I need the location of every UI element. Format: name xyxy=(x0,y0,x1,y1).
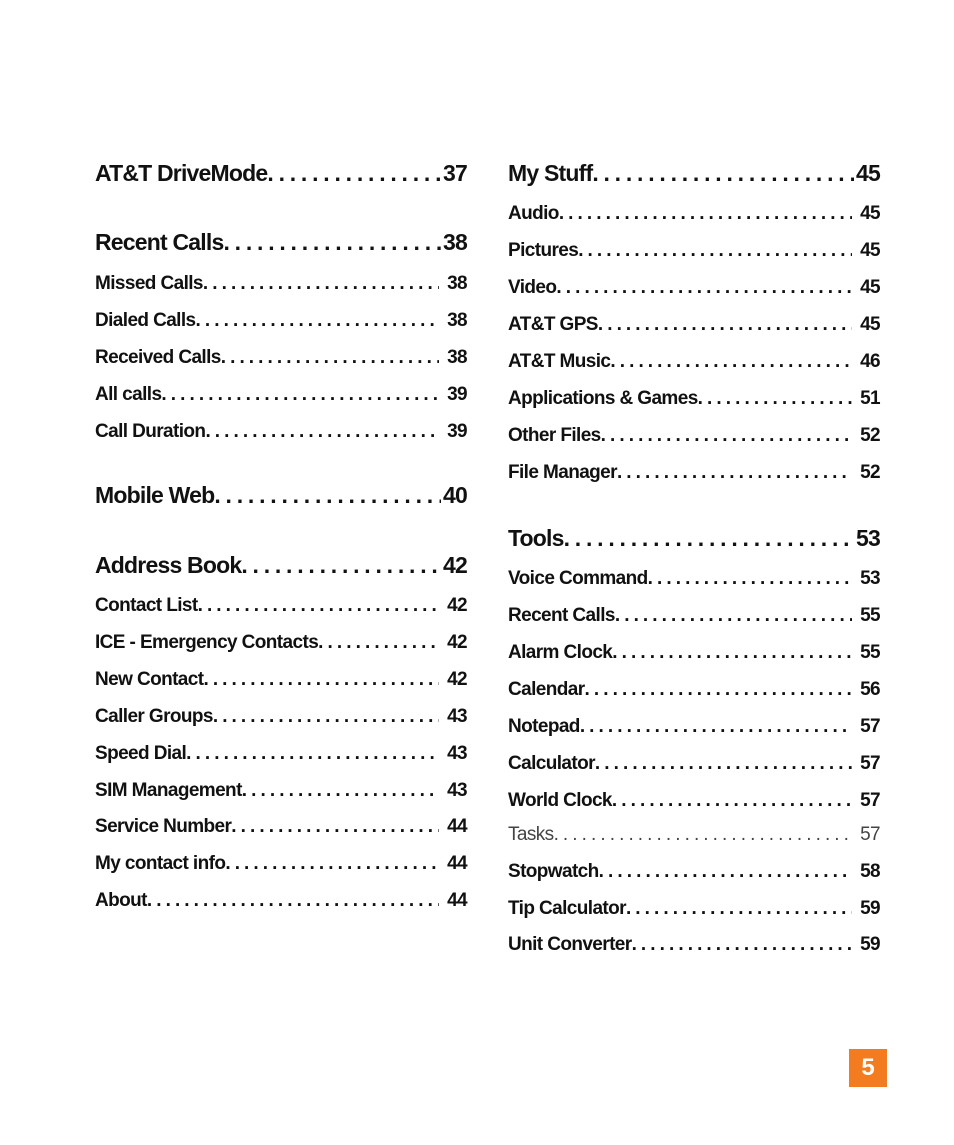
dot-leader xyxy=(556,277,852,299)
page-number-badge: 5 xyxy=(849,1049,887,1087)
toc-page-number: 45 xyxy=(860,203,880,224)
toc-title: Tasks xyxy=(508,824,554,845)
dot-leader xyxy=(626,898,852,920)
toc-page-number: 39 xyxy=(447,421,467,442)
toc-entry-received-calls xyxy=(95,347,467,369)
toc-page-number: 37 xyxy=(443,160,467,186)
dot-leader xyxy=(205,421,439,443)
toc-title: Voice Command xyxy=(508,568,648,589)
toc-title: Call Duration xyxy=(95,421,206,442)
toc-entry-call-duration xyxy=(95,421,467,443)
dot-leader xyxy=(610,351,852,373)
toc-title: Missed Calls xyxy=(95,273,203,294)
toc-title: AT&T GPS xyxy=(508,314,598,335)
dot-leader xyxy=(318,632,439,654)
dot-leader xyxy=(592,160,854,187)
dot-leader xyxy=(213,706,439,728)
dot-leader xyxy=(615,605,852,627)
toc-entry-calendar xyxy=(508,679,880,701)
toc-page-number: 59 xyxy=(860,934,880,955)
dot-leader xyxy=(161,384,439,406)
toc-page-number: 55 xyxy=(860,605,880,626)
toc-page-number: 39 xyxy=(447,384,467,405)
toc-title: Speed Dial xyxy=(95,743,187,764)
toc-entry-all-calls xyxy=(95,384,467,406)
toc-page-number: 42 xyxy=(447,595,467,616)
toc-title: Calculator xyxy=(508,753,595,774)
toc-title: Address Book xyxy=(95,552,242,578)
toc-section-mobile-web xyxy=(95,482,467,509)
toc-section-my-stuff xyxy=(508,160,880,187)
toc-page-number: 40 xyxy=(443,482,467,508)
dot-leader xyxy=(632,934,853,956)
toc-entry-other-files xyxy=(508,425,880,447)
toc-page-number: 45 xyxy=(856,160,880,186)
toc-entry-applications-and-games xyxy=(508,388,880,410)
toc-page-number: 38 xyxy=(447,347,467,368)
dot-leader xyxy=(203,273,439,295)
dot-leader xyxy=(214,482,441,509)
toc-title: Pictures xyxy=(508,240,579,261)
dot-leader xyxy=(225,853,439,875)
dot-leader xyxy=(242,780,439,802)
toc-title: My contact info xyxy=(95,853,226,874)
toc-title: New Contact xyxy=(95,669,204,690)
dot-leader xyxy=(564,525,854,552)
toc-page-number: 57 xyxy=(860,753,880,774)
dot-leader xyxy=(598,314,852,336)
toc-page-number: 52 xyxy=(860,462,880,483)
toc-page-number: 42 xyxy=(447,669,467,690)
toc-title: SIM Management xyxy=(95,780,242,801)
dot-leader xyxy=(578,240,852,262)
toc-page-number: 44 xyxy=(447,816,467,837)
toc-entry-atandt-music xyxy=(508,351,880,373)
toc-page-number: 44 xyxy=(447,853,467,874)
toc-page-number: 44 xyxy=(447,890,467,911)
dot-leader xyxy=(241,552,441,579)
toc-section-recent-calls xyxy=(95,229,467,256)
toc-title: Applications & Games xyxy=(508,388,698,409)
toc-entry-unit-converter xyxy=(508,934,880,956)
toc-entry-caller-groups xyxy=(95,706,467,728)
dot-leader xyxy=(186,743,439,765)
toc-page-number: 57 xyxy=(860,716,880,737)
toc-title: Alarm Clock xyxy=(508,642,613,663)
toc-title: File Manager xyxy=(508,462,617,483)
toc-page-number: 52 xyxy=(860,425,880,446)
toc-entry-about xyxy=(95,890,467,912)
toc-section-address-book xyxy=(95,552,467,579)
toc-title: Dialed Calls xyxy=(95,310,196,331)
toc-entry-my-contact-info xyxy=(95,853,467,875)
toc-title: My Stuff xyxy=(508,160,593,186)
dot-leader xyxy=(221,347,439,369)
toc-page-number: 53 xyxy=(856,525,880,551)
dot-leader xyxy=(648,568,852,590)
toc-entry-notepad xyxy=(508,716,880,738)
toc-title: Recent Calls xyxy=(95,229,224,255)
dot-leader xyxy=(267,160,441,187)
toc-title: Unit Converter xyxy=(508,934,632,955)
dot-leader xyxy=(198,595,439,617)
toc-page-number: 46 xyxy=(860,351,880,372)
toc-entry-sim-management xyxy=(95,780,467,802)
toc-section-tools xyxy=(508,525,880,552)
toc-title: Calendar xyxy=(508,679,585,700)
toc-entry-atandt-gps xyxy=(508,314,880,336)
toc-entry-world-clock xyxy=(508,790,880,812)
toc-title: All calls xyxy=(95,384,162,405)
toc-page-number: 42 xyxy=(443,552,467,578)
toc-title: Audio xyxy=(508,203,559,224)
toc-title: Service Number xyxy=(95,816,232,837)
dot-leader xyxy=(203,669,439,691)
toc-entry-audio xyxy=(508,203,880,225)
dot-leader xyxy=(612,790,852,812)
dot-leader xyxy=(559,203,852,225)
toc-title: Received Calls xyxy=(95,347,221,368)
toc-entry-video xyxy=(508,277,880,299)
toc-entry-missed-calls xyxy=(95,273,467,295)
dot-leader xyxy=(231,816,439,838)
toc-entry-calculator xyxy=(508,753,880,775)
dot-leader xyxy=(599,861,852,883)
toc-entry-new-contact xyxy=(95,669,467,691)
toc-page-number: 42 xyxy=(447,632,467,653)
toc-entry-tip-calculator xyxy=(508,898,880,920)
toc-entry-stopwatch xyxy=(508,861,880,883)
dot-leader xyxy=(554,824,852,846)
toc-page-number: 45 xyxy=(860,277,880,298)
toc-page-number: 57 xyxy=(860,824,880,845)
toc-page-number: 38 xyxy=(447,273,467,294)
toc-section-atandt-drivemode xyxy=(95,160,467,187)
toc-entry-voice-command xyxy=(508,568,880,590)
toc-entry-file-manager xyxy=(508,462,880,484)
toc-page-number: 45 xyxy=(860,240,880,261)
toc-page-number: 43 xyxy=(447,706,467,727)
toc-entry-tasks xyxy=(508,824,880,846)
dot-leader xyxy=(147,890,439,912)
toc-title: Stopwatch xyxy=(508,861,599,882)
toc-page-number: 58 xyxy=(860,861,880,882)
toc-title: Other Files xyxy=(508,425,601,446)
dot-leader xyxy=(223,229,441,256)
toc-entry-speed-dial xyxy=(95,743,467,765)
toc-page-number: 59 xyxy=(860,898,880,919)
toc-title: Notepad xyxy=(508,716,580,737)
toc-title: Caller Groups xyxy=(95,706,213,727)
toc-title: Tools xyxy=(508,525,564,551)
toc-page-number: 38 xyxy=(447,310,467,331)
toc-page-number: 53 xyxy=(860,568,880,589)
toc-entry-recent-calls xyxy=(508,605,880,627)
toc-entry-alarm-clock xyxy=(508,642,880,664)
toc-title: AT&T DriveMode xyxy=(95,160,268,186)
toc-title: Video xyxy=(508,277,557,298)
dot-leader xyxy=(698,388,852,410)
dot-leader xyxy=(612,642,852,664)
toc-page-number: 57 xyxy=(860,790,880,811)
toc-entry-ice-emergency-contacts xyxy=(95,632,467,654)
toc-title: World Clock xyxy=(508,790,612,811)
dot-leader xyxy=(585,679,853,701)
toc-title: Contact List xyxy=(95,595,198,616)
dot-leader xyxy=(196,310,440,332)
toc-page-number: 43 xyxy=(447,743,467,764)
toc-title: Recent Calls xyxy=(508,605,615,626)
toc-entry-pictures xyxy=(508,240,880,262)
toc-page-number: 38 xyxy=(443,229,467,255)
toc-title: Tip Calculator xyxy=(508,898,626,919)
toc-title: ICE - Emergency Contacts xyxy=(95,632,319,653)
toc-title: About xyxy=(95,890,147,911)
toc-page-number: 45 xyxy=(860,314,880,335)
toc-title: AT&T Music xyxy=(508,351,611,372)
toc-page-number: 43 xyxy=(447,780,467,801)
dot-leader xyxy=(601,425,852,447)
toc-entry-contact-list xyxy=(95,595,467,617)
toc-page-number: 56 xyxy=(860,679,880,700)
toc-title: Mobile Web xyxy=(95,482,215,508)
dot-leader xyxy=(617,462,852,484)
toc-page-number: 55 xyxy=(860,642,880,663)
toc-entry-dialed-calls xyxy=(95,310,467,332)
toc-entry-service-number xyxy=(95,816,467,838)
dot-leader xyxy=(580,716,852,738)
toc-page-number: 51 xyxy=(860,388,880,409)
dot-leader xyxy=(595,753,852,775)
